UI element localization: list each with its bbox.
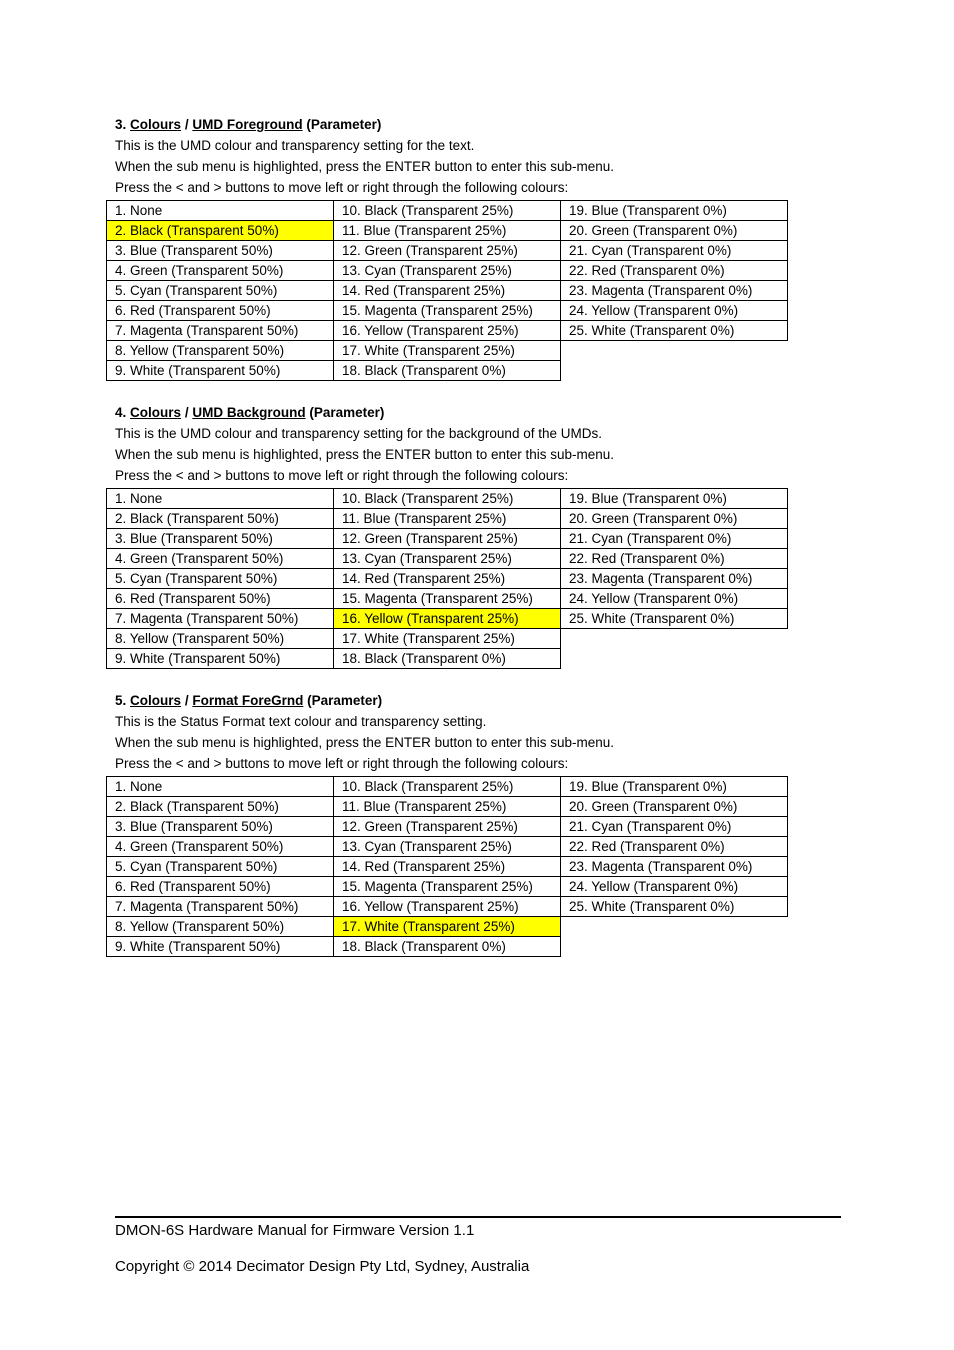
separator: / (184, 117, 189, 132)
colour-option-cell: 13. Cyan (Transparent 25%) (334, 261, 561, 281)
colour-option-cell: 19. Blue (Transparent 0%) (561, 489, 788, 509)
empty-cell (561, 937, 788, 957)
colour-option-cell: 7. Magenta (Transparent 50%) (107, 321, 334, 341)
menu-name: Colours (130, 693, 182, 708)
colour-option-cell: 18. Black (Transparent 0%) (334, 361, 561, 381)
empty-cell (561, 341, 788, 361)
colour-option-cell: 1. None (107, 201, 334, 221)
colour-option-cell: 25. White (Transparent 0%) (561, 321, 788, 341)
colour-option-cell: 20. Green (Transparent 0%) (561, 797, 788, 817)
parameter-label: (Parameter) (309, 405, 385, 420)
colour-option-cell: 20. Green (Transparent 0%) (561, 221, 788, 241)
colour-option-cell: 14. Red (Transparent 25%) (334, 281, 561, 301)
colour-option-cell: 7. Magenta (Transparent 50%) (107, 897, 334, 917)
menu-name: Colours (130, 405, 182, 420)
colour-option-cell: 15. Magenta (Transparent 25%) (334, 301, 561, 321)
table-row (107, 897, 788, 917)
colour-option-cell: 22. Red (Transparent 0%) (561, 837, 788, 857)
footer-divider (115, 1216, 841, 1218)
table-row (107, 937, 788, 957)
colour-option-cell: 11. Blue (Transparent 25%) (334, 221, 561, 241)
colour-option-cell: 1. None (107, 489, 334, 509)
table-row (107, 797, 788, 817)
section-format-foregrnd (115, 690, 815, 774)
colour-option-cell: 20. Green (Transparent 0%) (561, 509, 788, 529)
colour-option-cell: 14. Red (Transparent 25%) (334, 857, 561, 877)
description-line: Press the < and > buttons to move left or right through the following colours: (115, 756, 569, 771)
colour-option-cell: 6. Red (Transparent 50%) (107, 301, 334, 321)
colour-option-cell: 6. Red (Transparent 50%) (107, 589, 334, 609)
empty-cell (561, 917, 788, 937)
empty-cell (561, 361, 788, 381)
colour-option-cell: 16. Yellow (Transparent 25%) (334, 897, 561, 917)
table-row (107, 589, 788, 609)
table-row (107, 509, 788, 529)
colour-option-cell: 23. Magenta (Transparent 0%) (561, 569, 788, 589)
table-row (107, 549, 788, 569)
colour-option-cell: 23. Magenta (Transparent 0%) (561, 857, 788, 877)
section-number: 3. (115, 117, 127, 132)
colour-option-cell: 25. White (Transparent 0%) (561, 609, 788, 629)
colour-option-cell: 18. Black (Transparent 0%) (334, 937, 561, 957)
table-row (107, 221, 788, 241)
colour-option-cell: 12. Green (Transparent 25%) (334, 529, 561, 549)
description-line: Press the < and > buttons to move left or right through the following colours: (115, 180, 569, 195)
table-row (107, 609, 788, 629)
section-heading (115, 402, 815, 423)
table-row (107, 489, 788, 509)
colour-option-cell-selected: 16. Yellow (Transparent 25%) (334, 609, 561, 629)
colour-option-cell: 1. None (107, 777, 334, 797)
colour-option-cell: 18. Black (Transparent 0%) (334, 649, 561, 669)
menu-item-name: UMD Background (192, 405, 306, 420)
description-line: Press the < and > buttons to move left or right through the following colours: (115, 468, 569, 483)
colour-option-cell: 9. White (Transparent 50%) (107, 361, 334, 381)
colour-option-cell: 9. White (Transparent 50%) (107, 937, 334, 957)
menu-item-name: Format ForeGrnd (192, 693, 304, 708)
description-line: This is the UMD colour and transparency setting for the text. (115, 138, 475, 153)
section-heading (115, 690, 815, 711)
colour-option-cell: 5. Cyan (Transparent 50%) (107, 569, 334, 589)
colour-option-cell: 21. Cyan (Transparent 0%) (561, 817, 788, 837)
colour-option-cell: 5. Cyan (Transparent 50%) (107, 281, 334, 301)
colour-option-cell: 19. Blue (Transparent 0%) (561, 777, 788, 797)
footer-manual-title: DMON-6S Hardware Manual for Firmware Version 1.1 (115, 1222, 475, 1239)
table-row (107, 837, 788, 857)
table-row (107, 281, 788, 301)
colour-option-cell: 24. Yellow (Transparent 0%) (561, 589, 788, 609)
colour-option-cell: 6. Red (Transparent 50%) (107, 877, 334, 897)
colour-option-cell: 8. Yellow (Transparent 50%) (107, 629, 334, 649)
colour-option-cell: 13. Cyan (Transparent 25%) (334, 837, 561, 857)
description-line: When the sub menu is highlighted, press the ENTER button to enter this sub-menu. (115, 159, 615, 174)
table-row (107, 877, 788, 897)
colour-option-cell-selected: 17. White (Transparent 25%) (334, 917, 561, 937)
colour-option-cell: 10. Black (Transparent 25%) (334, 201, 561, 221)
colour-option-cell-selected: 2. Black (Transparent 50%) (107, 221, 334, 241)
colour-option-cell: 24. Yellow (Transparent 0%) (561, 877, 788, 897)
table-row (107, 341, 788, 361)
colour-option-cell: 10. Black (Transparent 25%) (334, 489, 561, 509)
empty-cell (561, 629, 788, 649)
menu-name: Colours (130, 117, 182, 132)
colour-option-cell: 3. Blue (Transparent 50%) (107, 241, 334, 261)
colour-option-cell: 7. Magenta (Transparent 50%) (107, 609, 334, 629)
colour-option-cell: 15. Magenta (Transparent 25%) (334, 877, 561, 897)
table-row (107, 301, 788, 321)
colour-option-cell: 8. Yellow (Transparent 50%) (107, 341, 334, 361)
colour-option-cell: 21. Cyan (Transparent 0%) (561, 241, 788, 261)
description-line: When the sub menu is highlighted, press the ENTER button to enter this sub-menu. (115, 447, 615, 462)
colour-option-cell: 19. Blue (Transparent 0%) (561, 201, 788, 221)
colour-option-cell: 14. Red (Transparent 25%) (334, 569, 561, 589)
colour-option-cell: 12. Green (Transparent 25%) (334, 241, 561, 261)
colour-option-cell: 4. Green (Transparent 50%) (107, 549, 334, 569)
menu-item-name: UMD Foreground (192, 117, 303, 132)
colour-option-cell: 12. Green (Transparent 25%) (334, 817, 561, 837)
colour-option-cell: 11. Blue (Transparent 25%) (334, 509, 561, 529)
table-row (107, 917, 788, 937)
colour-table-format-foregrnd (106, 776, 788, 957)
colour-option-cell: 3. Blue (Transparent 50%) (107, 529, 334, 549)
separator: / (184, 693, 189, 708)
table-row (107, 629, 788, 649)
colour-option-cell: 24. Yellow (Transparent 0%) (561, 301, 788, 321)
table-row (107, 857, 788, 877)
table-row (107, 321, 788, 341)
colour-option-cell: 22. Red (Transparent 0%) (561, 261, 788, 281)
table-row (107, 777, 788, 797)
table-row (107, 569, 788, 589)
colour-option-cell: 5. Cyan (Transparent 50%) (107, 857, 334, 877)
colour-option-cell: 17. White (Transparent 25%) (334, 629, 561, 649)
colour-option-cell: 22. Red (Transparent 0%) (561, 549, 788, 569)
colour-option-cell: 25. White (Transparent 0%) (561, 897, 788, 917)
table-row (107, 649, 788, 669)
table-row (107, 529, 788, 549)
colour-option-cell: 2. Black (Transparent 50%) (107, 797, 334, 817)
colour-option-cell: 16. Yellow (Transparent 25%) (334, 321, 561, 341)
description-line: When the sub menu is highlighted, press the ENTER button to enter this sub-menu. (115, 735, 615, 750)
colour-option-cell: 4. Green (Transparent 50%) (107, 261, 334, 281)
table-row (107, 361, 788, 381)
parameter-label: (Parameter) (307, 693, 383, 708)
colour-option-cell: 23. Magenta (Transparent 0%) (561, 281, 788, 301)
table-row (107, 241, 788, 261)
colour-option-cell: 15. Magenta (Transparent 25%) (334, 589, 561, 609)
description-line: This is the Status Format text colour and transparency setting. (115, 714, 487, 729)
table-row (107, 817, 788, 837)
colour-table-umd-background (106, 488, 788, 669)
table-row (107, 261, 788, 281)
separator: / (184, 405, 189, 420)
section-heading (115, 114, 815, 135)
colour-option-cell: 17. White (Transparent 25%) (334, 341, 561, 361)
parameter-label: (Parameter) (306, 117, 382, 132)
section-umd-foreground (115, 114, 815, 198)
colour-option-cell: 8. Yellow (Transparent 50%) (107, 917, 334, 937)
description-line: This is the UMD colour and transparency setting for the background of the UMDs. (115, 426, 602, 441)
table-row (107, 201, 788, 221)
section-number: 4. (115, 405, 127, 420)
colour-option-cell: 2. Black (Transparent 50%) (107, 509, 334, 529)
colour-option-cell: 21. Cyan (Transparent 0%) (561, 529, 788, 549)
footer-copyright: Copyright © 2014 Decimator Design Pty Ltd, Sydney, Australia (115, 1258, 530, 1275)
empty-cell (561, 649, 788, 669)
colour-option-cell: 10. Black (Transparent 25%) (334, 777, 561, 797)
section-number: 5. (115, 693, 127, 708)
colour-option-cell: 11. Blue (Transparent 25%) (334, 797, 561, 817)
colour-option-cell: 3. Blue (Transparent 50%) (107, 817, 334, 837)
colour-table-umd-foreground (106, 200, 788, 381)
colour-option-cell: 4. Green (Transparent 50%) (107, 837, 334, 857)
colour-option-cell: 13. Cyan (Transparent 25%) (334, 549, 561, 569)
section-umd-background (115, 402, 815, 486)
colour-option-cell: 9. White (Transparent 50%) (107, 649, 334, 669)
